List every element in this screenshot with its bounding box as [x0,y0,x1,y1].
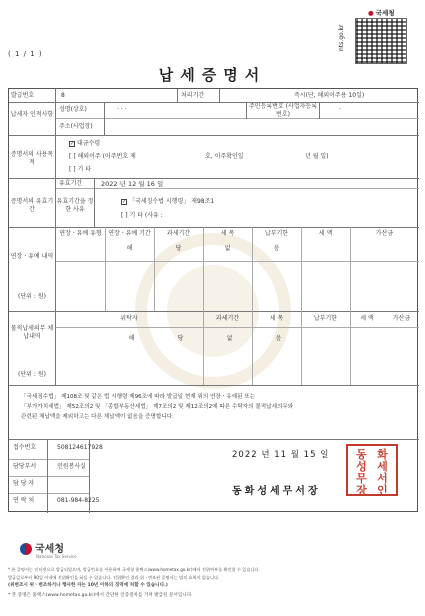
emigration-confirm-label: 호, 이주확인일 [205,153,244,160]
arrears-header-due: 납부기한 [313,315,338,322]
issue-no-label: 발급번호 [11,92,35,99]
reason-option-decree-label: 「국세징수법 시행령」 제98조1 [129,198,215,205]
contact-value: 508124617928 [57,444,103,451]
issue-date: 2022 년 11 월 15 일 [232,450,330,460]
deferral-header-due: 납부기한 [264,230,289,237]
valid-period-section-label: 증명서의 유효기간 [10,198,54,213]
deferral-header-period: 연장ㆍ유예 기간 [108,230,151,237]
address-label: 주소(사업장) [59,123,93,130]
nts-emblem-icon [20,543,32,555]
arrears-cell: 해 [128,335,135,342]
arrears-cell: 당 [177,335,184,342]
purpose-option-other-label: 기 타 [77,166,91,173]
emigration-date-label: 년 월 일) [305,153,329,160]
statement-line-3: 관련된 체납액을 제외하고는 다른 체납액이 없음을 증명합니다. [21,414,174,420]
deferral-cell: 당 [175,245,182,252]
footer-note-1: * 본 증명서는 인터넷으로 발급되었으며, 발급번호를 이용하여 국세청 홈택스(www.hometax.go.kr)에서 진위여부를 확인할 수 있습니다. [8,567,260,572]
purpose-option-payment[interactable] [69,140,100,148]
statement-line-2: 「부가가치세법」 제52조의2 및 「종합부동산세법」 제7조의2 및 제12조의2에 따른 수탁자의 물적납세의무와 [21,404,294,410]
contact-label: 접수번호 [13,444,37,451]
nts-logo: 국세청 [20,540,64,555]
id-value: · [339,106,341,113]
contact-value: 민원봉사실 [57,463,86,470]
page-title: 납세증명서 [158,66,267,84]
validity-label: 처리기간 [181,92,205,99]
qr-code [355,18,407,64]
purpose-option-other[interactable]: [ ] 기 타 [69,166,91,173]
valid-until-value: 2022 년 12 월 16 일 [101,180,164,188]
deferral-header-penalty: 가산금 [375,230,394,237]
checkbox-checked[interactable] [69,141,75,147]
name-label: 성명(상호) [59,106,87,113]
valid-reason-label: 유효기간을 정한 사유 [56,198,94,213]
arrears-section-label: 물적납세의무 체납내역 [10,325,54,340]
reason-option-other[interactable]: [ ] 기 타 (사유 : [121,212,163,219]
contact-label: 연 락 처 [13,497,35,504]
contact-label: 담당부서 [13,463,37,470]
arrears-header-penalty: 가산금 [392,315,411,322]
qr-url-label: nts.go.kr [338,24,345,52]
arrears-header-tax-item: 세 목 [269,315,284,322]
statement-line-1: 「국세징수법」 제108조 및 같은 법 시행령 제96조에 따라 발급일 현재 위의 연장ㆍ유예된 또는 [21,394,256,400]
deferral-unit: (단위 : 원) [18,293,46,300]
footer-note-4: * 본 증명은 홈택스(www.hometax.go.kr)에서 간단한 인증절차를 거쳐 발급된 문서입니다. [8,593,193,598]
contact-value: 081-984-8225 [57,497,100,504]
footer-note-2: 발급일로부터 90일 이내에 진위확인을 하실 수 있습니다. 진위확인 결과 위ㆍ변조된 증명서는 법적 효력이 없습니다. [8,575,220,580]
deferral-header-type: 연장ㆍ유예 유형 [59,230,102,237]
deferral-header-tax-item: 세 목 [220,230,235,237]
deferral-cell: 없 [224,245,231,252]
arrears-header-trustor: 위탁자 [120,315,138,322]
id-label: 주민등록번호 (사업자등록번호) [249,103,318,118]
deferral-header-amount: 세 액 [318,230,333,237]
arrears-header-tax-period: 과세기간 [215,315,240,322]
deferral-cell: 음 [273,245,280,252]
deferral-header-tax-period: 과세기간 [166,230,191,237]
purpose-option-emigration-label: 해외이주 (이주번호 제 [77,153,136,160]
deferral-cell: 해 [126,245,133,252]
reason-option-decree[interactable] [121,198,214,206]
arrears-cell: 없 [226,335,233,342]
taxpayer-section-label: 납세자 인적사항 [10,111,54,118]
page-count: ( 1 / 1 ) [8,50,43,58]
issuing-office: 동화성세무서장 [232,486,321,497]
deferral-section-label: 연장ㆍ유예 내역 [10,253,54,260]
purpose-option-payment-label: 대금수령 [77,140,101,147]
checkbox-checked[interactable] [121,199,127,205]
reason-option-other-label: 기 타 (사유 : [129,212,163,219]
validity-value: 즉시(단, 해외이주용 10일) [294,92,365,99]
name-value: · · · [117,106,127,113]
qr-agency-label: ● 국세청 [368,8,395,17]
arrears-header-amount: 세 액 [360,315,374,322]
issue-no-value: 8 [61,92,65,99]
valid-until-label: 유효기간 [59,180,83,187]
nts-logo-en: National Tax Service [36,554,77,559]
purpose-option-emigration[interactable]: [ ] 해외이주 (이주번호 제 [69,153,136,160]
purpose-section-label: 증명서의 사용목적 [10,151,54,166]
arrears-cell: 음 [275,335,282,342]
official-seal-stamp: 동 화 성 세 무 서 장 인 [346,444,398,496]
arrears-unit: (단위 : 원) [18,371,46,378]
contact-label: 담 당 자 [13,480,35,487]
footer-note-3: (위변조시 위ㆍ변조하거나 행사한 자는 10년 이하의 징역에 처할 수 있습니다.) [8,583,168,588]
